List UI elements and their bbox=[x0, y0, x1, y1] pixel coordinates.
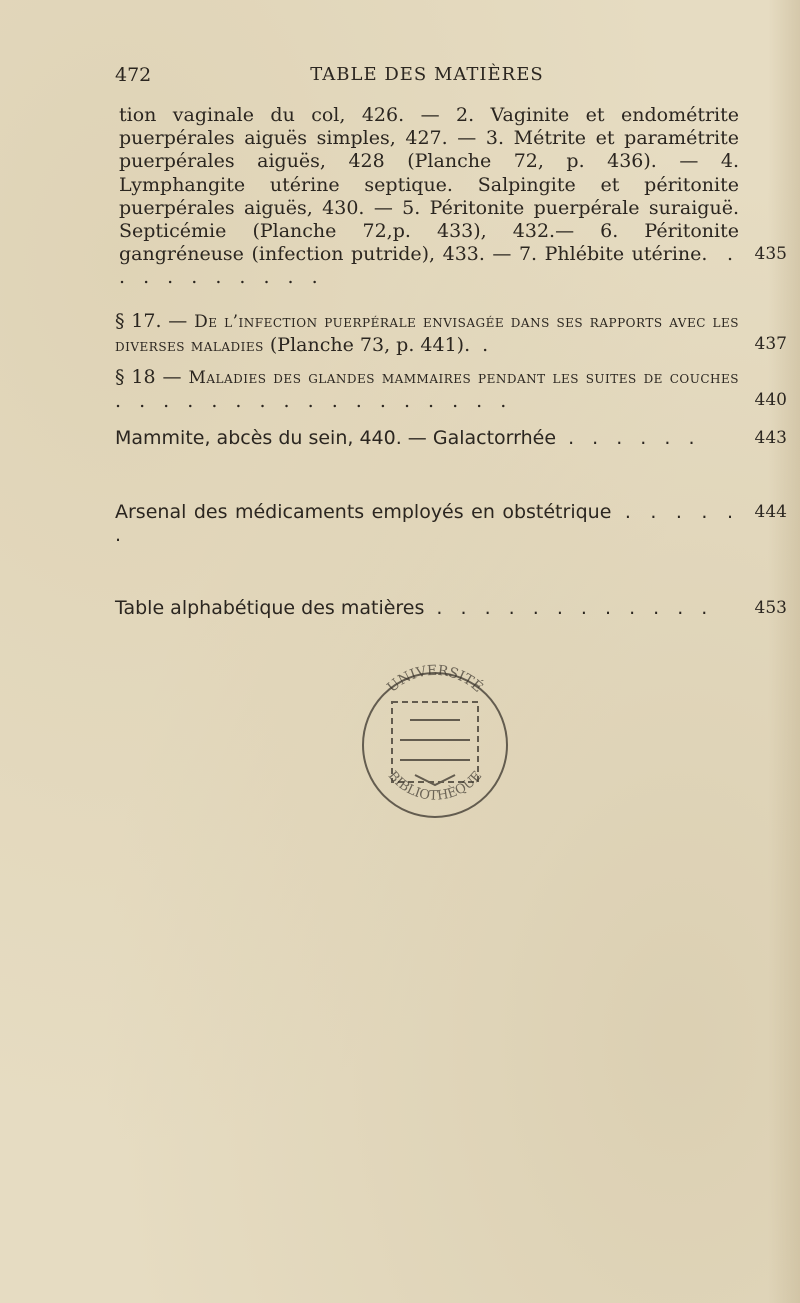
section-17-text bbox=[115, 310, 739, 358]
toc-entry-arsenal bbox=[115, 500, 787, 547]
toc-entry-label: Mammite, abcès du sein, 440. — Galactorrhée bbox=[115, 427, 557, 450]
page-header bbox=[115, 64, 739, 94]
toc-page-number: 435 bbox=[754, 244, 787, 264]
toc-entry-mammite bbox=[115, 427, 787, 450]
toc-page-number: 440 bbox=[754, 390, 787, 411]
dot-leaders: . . . . . . . . . . . . . . . . . bbox=[115, 390, 513, 413]
toc-section-17 bbox=[115, 309, 787, 358]
running-title: TABLE DES MATIÈRES bbox=[310, 64, 544, 85]
toc-entry-text bbox=[115, 597, 739, 620]
section-17-title: De l’infection puerpérale envisagée dans ses rapports avec les diverses maladies bbox=[115, 311, 739, 356]
toc-page-number: 437 bbox=[754, 333, 787, 354]
toc-section-18 bbox=[115, 366, 787, 413]
dot-leaders: . . . . . . . . . . . bbox=[119, 243, 739, 289]
library-stamp bbox=[340, 640, 530, 840]
stamp-seal-icon bbox=[340, 640, 530, 840]
toc-page-number: 444 bbox=[754, 501, 787, 522]
page-number: 472 bbox=[115, 64, 152, 86]
toc-entry-label: tion vaginale du col, 426. — 2. Vaginite et endométrite puerpérales aiguës simples, 427. — 3. Métrite et paramétrite puerpérales aiguës, 428 (Planche 72, p. 436). — 4. Lymphangite utérine septique. Salpingite et péritonite puerpérales aiguës, 430. — 5. Péritonite puerpérale suraiguë. Septicémie (Planche 72,p. 433), 432.— 6. Péritonite gangréneuse (infection putride), 433. — 7. Phlébite utérine bbox=[119, 104, 739, 266]
toc-entry-text bbox=[115, 501, 739, 547]
dot-leaders: . . . . . . bbox=[556, 427, 701, 450]
dot-leaders: . bbox=[470, 333, 495, 356]
svg-text:UNIVERSITÉ bbox=[384, 663, 487, 696]
dot-leaders: . . . . . . bbox=[115, 500, 739, 546]
stamp-text-top: UNIVERSITÉ bbox=[384, 662, 486, 696]
section-18-text bbox=[115, 366, 739, 413]
toc-entry-text bbox=[115, 427, 739, 450]
section-17-number: § 17. — bbox=[115, 309, 195, 332]
toc-entry-label: Table alphabétique des matières bbox=[115, 597, 425, 620]
svg-text:BIBLIOTHÈQUE bbox=[385, 769, 485, 804]
section-18-number: § 18 — bbox=[115, 366, 189, 389]
section-18-title: Maladies des glandes mammaires pendant les suites de couches bbox=[188, 368, 739, 389]
toc-entry-table-alphabetique bbox=[115, 597, 787, 620]
stamp-text-bottom: BIBLIOTHÈQUE bbox=[384, 768, 486, 804]
dot-leaders: . . . . . . . . . . . . bbox=[424, 597, 714, 620]
toc-entry-label: Arsenal des médicaments employés en obstétrique bbox=[115, 500, 612, 523]
toc-page-number: 453 bbox=[754, 598, 787, 619]
toc-page-number: 443 bbox=[754, 428, 787, 449]
toc-entry-puerperal-infections bbox=[115, 104, 787, 290]
table-of-contents bbox=[115, 104, 787, 620]
section-17-reference: (Planche 73, p. 441). bbox=[263, 333, 471, 356]
toc-entry-text bbox=[115, 104, 739, 290]
